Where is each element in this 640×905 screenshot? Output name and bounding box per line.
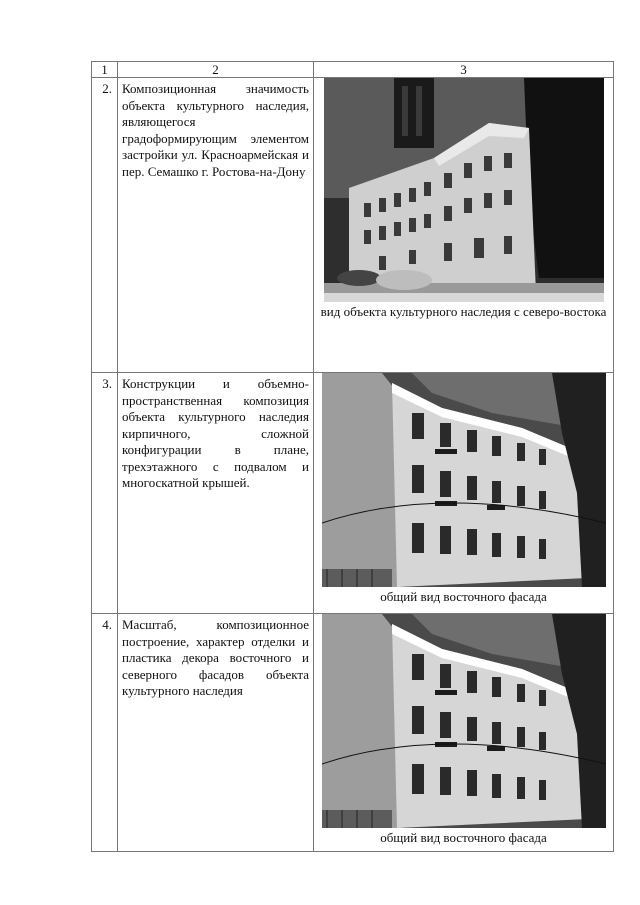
photo-caption: общий вид восточного фасада (380, 589, 547, 604)
row-number: 3. (92, 373, 118, 614)
building-photo-east-facade (322, 373, 606, 587)
row-number: 2. (92, 78, 118, 373)
row-description: Конструкции и объемно-пространственная композиция объекта культурного наследия кирпичного, сложной конфигурации в плане, трехэтажного с подвалом и многоскатной крышей. (118, 373, 314, 614)
building-photo-east-facade-2 (322, 614, 606, 828)
row-description: Композиционная значимость объекта культурного наследия, являющегося градоформирующим элементом застройки ул. Красноармейская и пер. Семашко г. Ростова-на-Дону (118, 78, 314, 373)
row-description: Масштаб, композиционное построение, характер отделки и пластика декора восточного и северного фасадов объекта культурного наследия (118, 614, 314, 852)
photo-caption: общий вид восточного фасада (380, 830, 547, 845)
table-row (92, 78, 614, 373)
photo-caption: вид объекта культурного наследия с северо-востока (320, 304, 607, 319)
row-number: 4. (92, 614, 118, 852)
photo-cell (314, 614, 614, 852)
heritage-table (91, 61, 614, 852)
table-row (92, 373, 614, 614)
photo-cell (314, 78, 614, 373)
table-row (92, 614, 614, 852)
building-photo-northeast (324, 78, 604, 302)
header-col-3: 3 (314, 62, 614, 78)
header-col-1: 1 (92, 62, 118, 78)
header-col-2: 2 (118, 62, 314, 78)
header-row (92, 62, 614, 78)
photo-cell (314, 373, 614, 614)
